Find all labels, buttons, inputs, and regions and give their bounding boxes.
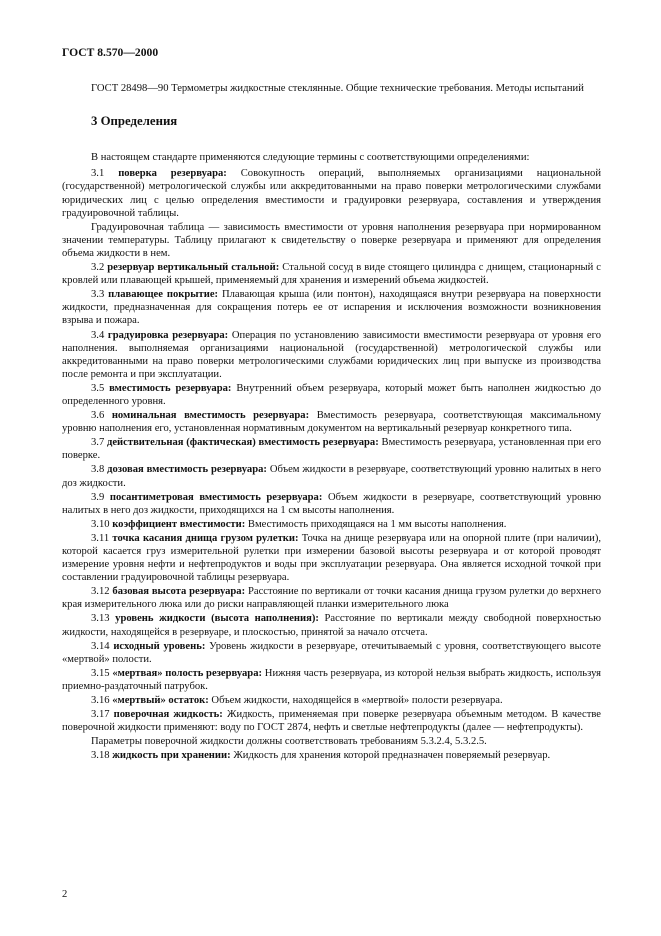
page-number: 2 [62,889,68,900]
definition-paragraph [62,491,601,517]
definition-text: Градуировочная таблица — зависимость вместимости от уровня наполнения резервуара при нормированном значении температуры. Таблицу прилагают к свидетельству о поверке резервуара и применяют для определения объема жидкости в нем. [62,221,601,259]
definition-paragraph [62,382,601,408]
definition-text: Вместимость резервуара, соответствующая максимальному уровню наполнения его, установленная нормативным документом на вертикальный резервуар конкретного типа. [62,410,601,435]
definition-number: 3.13 [91,613,110,625]
definition-term: вместимость резервуара: [109,382,232,394]
definition-text: Операция по установлению зависимости вместимости резервуара от уровня его наполнения. выполняемая организациями национальной (государственной) метрологической службы или аккредитованными на право поверки метрологическими службами юридических лиц при выпуске из производства после ремонта и при эксплуатации. [62,329,601,380]
definition-term: градуировка резервуара: [107,329,229,341]
document-header: ГОСТ 8.570—2000 [62,46,159,59]
reference-paragraph: ГОСТ 28498—90 Термометры жидкостные стеклянные. Общие технические требования. Методы испытаний [91,83,584,95]
definition-number: 3.3 [91,289,105,301]
definition-text: Стальной сосуд в виде стоящего цилиндра с днищем, стационарный с кровлей или плавающей крышей, применяемый для хранения и измерений объема жидкостей. [62,262,602,287]
definition-number: 3.7 [91,437,105,449]
definition-number: 3.11 [91,532,110,544]
definition-paragraph [62,221,601,260]
definition-number: 3.14 [91,640,110,652]
definition-text: Вместимость резервуара, установленная при его поверке. [62,437,602,462]
definition-paragraph [62,329,601,381]
definition-term: поверка резервуара: [118,168,227,180]
definition-paragraph [62,612,601,638]
definition-paragraph [62,409,601,435]
definition-number: 3.6 [91,410,105,422]
definition-number: 3.1 [91,168,105,180]
definition-text: Параметры поверочной жидкости должны соответствовать требованиям 5.3.2.4, 5.3.2.5. [91,736,487,748]
definition-paragraph [62,463,601,489]
definition-number: 3.2 [91,262,105,274]
definition-term: дозовая вместимость резервуара: [107,464,267,476]
definition-number: 3.18 [91,750,110,762]
definition-number: 3.16 [91,695,110,707]
definition-term: точка касания днища грузом рулетки: [112,532,299,544]
definition-paragraph [62,735,601,748]
definition-term: «мертвая» полость резервуара: [112,667,263,679]
definition-paragraph [62,436,601,462]
definition-number: 3.10 [91,518,110,530]
definition-paragraph [62,749,601,762]
definition-number: 3.9 [91,491,105,503]
definition-number: 3.12 [91,586,110,598]
definition-text: Вместимость приходящаяся на 1 мм высоты наполнения. [247,518,507,530]
definition-text: Жидкость, применяемая при поверке резервуара объемным методом. В качестве поверочной жидкости применяют: воду по ГОСТ 2874, нефть и светлые нефтепродукты (далее — нефтепродукты). [62,709,602,734]
definition-number: 3.17 [91,709,110,721]
definition-paragraph [62,585,601,611]
definition-term: уровень жидкости (высота наполнения): [115,613,319,625]
definition-number: 3.5 [91,382,105,394]
definition-term: исходный уровень: [113,640,206,652]
definition-text: Плавающая крыша (или понтон), находящаяся внутри резервуара на поверхности жидкости, предназначенная для сокращения потерь ее от испарения и исключения возможности возникновения взрыва и пожара. [62,289,601,327]
definitions-list [62,167,601,762]
definition-term: плавающее покрытие: [108,289,219,301]
definition-paragraph [62,288,601,327]
definition-text: Совокупность операций, выполняемых организациями национальной (государственной) метрологической службы или аккредитованными на право поверки метрологическими службами юридических лиц с целью определения вместимости и градуировки резервуара, составления и утверждения градуировочной таблицы. [62,168,601,219]
definition-term: коэффициент вместимости: [112,518,246,530]
definition-paragraph [62,532,601,584]
definition-term: действительная (фактическая) вместимость резервуара: [107,437,379,449]
definition-term: жидкость при хранении: [112,750,231,762]
definition-paragraph [62,640,601,666]
definition-text: Нижняя часть резервуара, из которой нельзя выбрать жидкость, используя приемно-раздаточный патрубок. [62,667,601,692]
intro-paragraph: В настоящем стандарте применяются следующие термины с соответствующими определениями: [91,152,530,164]
definition-text: Расстояние по вертикали от точки касания днища грузом рулетки до верхнего края измерительного люка или до риски направляющей планки измерительного люка [62,586,602,611]
section-title: 3 Определения [91,114,178,129]
definition-text: Внутренний объем резервуара, который может быть наполнен жидкостью до определенного уровня. [62,382,602,407]
definition-paragraph [62,667,601,693]
definition-text: Объем жидкости, находящейся в «мертвой» полости резервуара. [211,695,503,707]
definition-text: Уровень жидкости в резервуаре, отечитываемый с уровня, соответствующего высоте «мертвой» полости. [62,640,601,665]
definition-paragraph [62,261,601,287]
definition-text: Объем жидкости в резервуаре, соответствующий уровню налитых в него доз жидкости, приходящихся на 1 см высоты наполнения. [62,491,601,516]
definition-text: Жидкость для хранения которой предназначен поверяемый резервуар. [233,750,551,762]
definition-paragraph [62,694,601,707]
definition-text: Объем жидкости в резервуаре, соответствующий уровню налитых в него доз жидкости. [62,464,601,489]
definition-paragraph [62,518,601,531]
definition-paragraph [62,708,601,734]
definition-term: резервуар вертикальный стальной: [107,262,280,274]
definition-number: 3.8 [91,464,105,476]
definition-text: Точка на днище резервуара или на опорной плите (при наличии), которой касается груз измерительной рулетки при измерении базовой высоты резервуара и от которой проводят измерение уровня нефти и нефтепродуктов и воды при эксплуатации резервуара. Она является исходной точкой при составлении градуировочной таблицы резервуара. [62,532,601,584]
definition-term: номинальная вместимость резервуара: [111,410,310,422]
definition-text: Расстояние по вертикали между свободной поверхностью жидкости, находящейся в резервуаре, и плоскостью, принятой за начало отсчета. [62,613,601,638]
definition-term: посантиметровая вместимость резервуара: [109,491,323,503]
definition-term: «мертвый» остаток: [112,695,209,707]
definition-number: 3.4 [91,329,105,341]
definition-paragraph [62,167,601,219]
definition-number: 3.15 [91,667,110,679]
definition-term: поверочная жидкость: [113,709,223,721]
definition-term: базовая высота резервуара: [112,586,246,598]
